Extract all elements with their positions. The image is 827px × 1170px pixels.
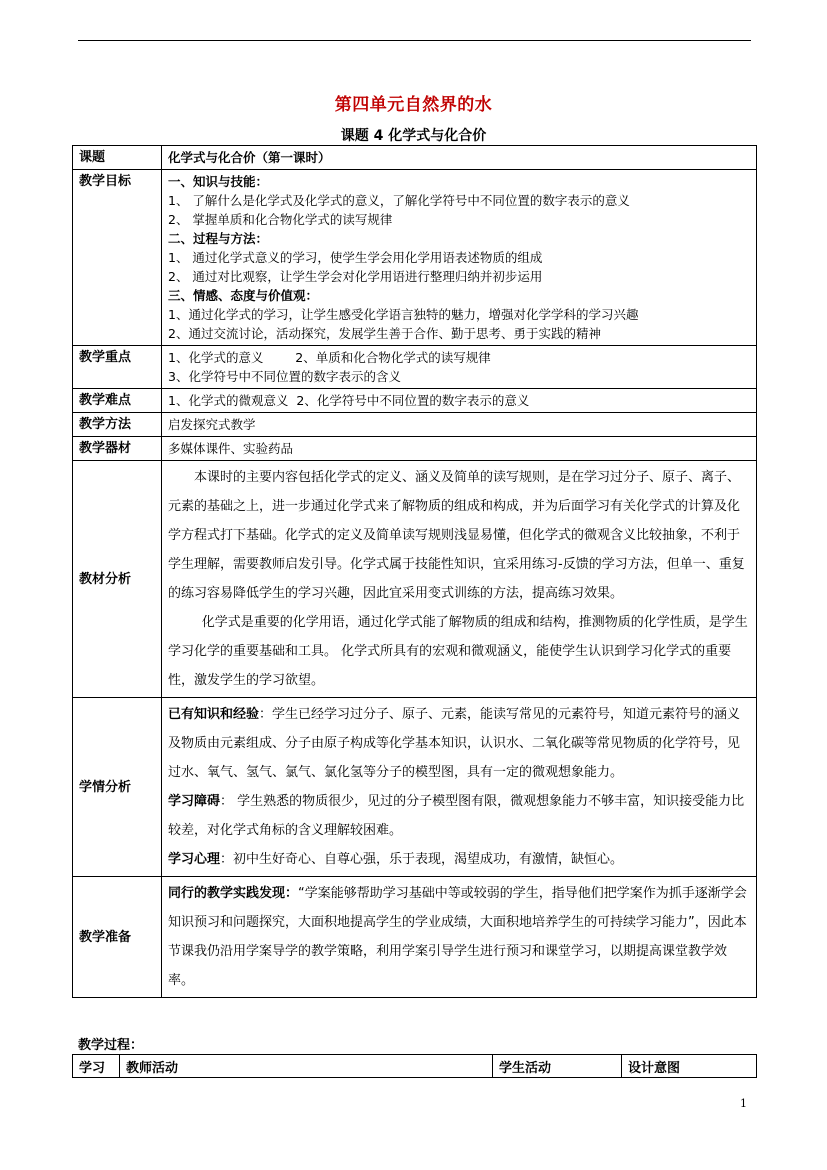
learner-text-3: ：初中生好奇心、自尊心强，乐于表现，渴望成功，有激情，缺恒心。 [220,852,624,867]
goals-section-1-item: 2、 掌握单质和化合物化学式的读写规律 [168,212,393,227]
goals-section-2-item: 1、 通过化学式意义的学习，使学生学会用化学用语表述物质的组成 [168,250,543,265]
lesson-plan-table [72,145,757,998]
learner-heading-3: 学习心理 [168,852,221,867]
process-col-study: 学习 [73,1055,120,1078]
row-preparation [73,877,757,998]
doc-subtitle: 课题 4 化学式与化合价 [340,128,487,144]
doc-title: 第四单元自然界的水 [334,95,493,115]
learner-paragraph-1 [168,700,750,787]
material-paragraph-1: 本课时的主要内容包括化学式的定义、涵义及简单的读写规则，是在学习过分子、原子、离子、元素的基础之上，进一步通过化学式来了解物质的组成和构成，并为后面学习有关化学式的计算及化学方程式打下基础。化学式的定义及简单读写规则浅显易懂，但化学式的微观含义比较抽象，不利于学生理解，需要教师启发引导。化学式属于技能性知识，宜采用练习-反馈的学习方法，但单一、重复的练习容易降低学生的学习兴趣，因此宜采用变式训练的方法，提高练习效果。 [168,470,745,601]
learner-label: 学情分析 [73,698,162,877]
key-line: 1、化学式的意义 2、单质和化合物化学式的读写规律 [168,350,491,365]
learner-text-2: ： 学生熟悉的物质很少，见过的分子模型图有限，微观想象能力不够丰富，知识接受能力比较差，对化学式角标的含义理解较困难。 [168,794,745,838]
goals-section-1-item: 1、 了解什么是化学式及化学式的意义，了解化学符号中不同位置的数字表示的意义 [168,193,630,208]
goals-section-3-item: 2、通过交流讨论，活动探究，发展学生善于合作、勤于思考、勇于实践的精神 [168,326,601,341]
header-rule [78,40,751,41]
learner-heading-2: 学习障碍 [168,794,221,809]
row-material-analysis [73,461,757,698]
topic-label: 课题 [73,146,162,170]
row-topic [73,146,757,170]
key-content [162,346,757,389]
goals-section-1-title: 一、知识与技能： [168,174,269,189]
method-label: 教学方法 [73,413,162,437]
goals-content [162,170,757,346]
row-learner-analysis [73,698,757,877]
process-table [72,1054,757,1078]
goals-section-2-item: 2、 通过对比观察，让学生学会对化学用语进行整理归纳并初步运用 [168,269,543,284]
key-line: 3、化学符号中不同位置的数字表示的含义 [168,369,401,384]
learner-heading-1: 已有知识和经验 [168,707,260,722]
goals-section-3-item: 1、通过化学式的学习，让学生感受化学语言独特的魅力，增强对化学学科的学习兴趣 [168,307,639,322]
prep-heading: 同行的教学实践发现： [168,886,299,901]
prep-text: “学案能够帮助学习基础中等或较弱的学生，指导他们把学案作为抓手逐渐学会知识预习和问题探究，大面积地提高学生的学业成绩，大面积地培养学生的可持续学习能力”，因此本节课我仍沿用学案导学的教学策略，利用学案引导学生进行预习和课堂学习，以期提高课堂教学效率。 [168,886,747,988]
goals-section-2-title: 二、过程与方法： [168,231,269,246]
process-col-student: 学生活动 [493,1055,622,1078]
process-col-teacher: 教师活动 [120,1055,493,1078]
row-key-points [73,346,757,389]
goals-section-3-title: 三、情感、态度与价值观： [168,288,319,303]
row-method [73,413,757,437]
material-content [162,461,757,698]
goals-label: 教学目标 [73,170,162,346]
row-goals [73,170,757,346]
row-difficulty [73,389,757,413]
topic-value: 化学式与化合价（第一课时） [162,146,757,170]
process-col-intent: 设计意图 [622,1055,757,1078]
key-label: 教学重点 [73,346,162,389]
learner-text-1: ：学生已经学习过分子、原子、元素，能读写常见的元素符号，知道元素符号的涵义及物质由元素组成、分子由原子构成等化学基本知识，认识水、二氧化碳等常见物质的化学符号，见过水、氧气、氢气、氯气、氯化氢等分子的模型图，具有一定的微观想象能力。 [168,707,741,780]
material-paragraph-2: 化学式是重要的化学用语，通过化学式能了解物质的组成和结构，推测物质的化学性质，是学生学习化学的重要基础和工具。 化学式所具有的宏观和微观涵义，能使学生认识到学习化学式的重要性，激发学生的学习欲望。 [168,615,748,688]
prep-label: 教学准备 [73,877,162,998]
prep-paragraph [168,879,750,995]
page-number: 1 [740,1097,747,1110]
material-label: 教材分析 [73,461,162,698]
method-value: 启发探究式教学 [162,413,757,437]
difficulty-value: 1、化学式的微观意义 2、化学符号中不同位置的数字表示的意义 [162,389,757,413]
learner-paragraph-3 [168,845,750,874]
equipment-value: 多媒体课件、实验药品 [162,437,757,461]
learner-paragraph-2 [168,787,750,845]
row-equipment [73,437,757,461]
difficulty-label: 教学难点 [73,389,162,413]
equipment-label: 教学器材 [73,437,162,461]
process-label: 教学过程： [78,1038,144,1053]
learner-content [162,698,757,877]
prep-content [162,877,757,998]
process-header-row [73,1055,757,1078]
